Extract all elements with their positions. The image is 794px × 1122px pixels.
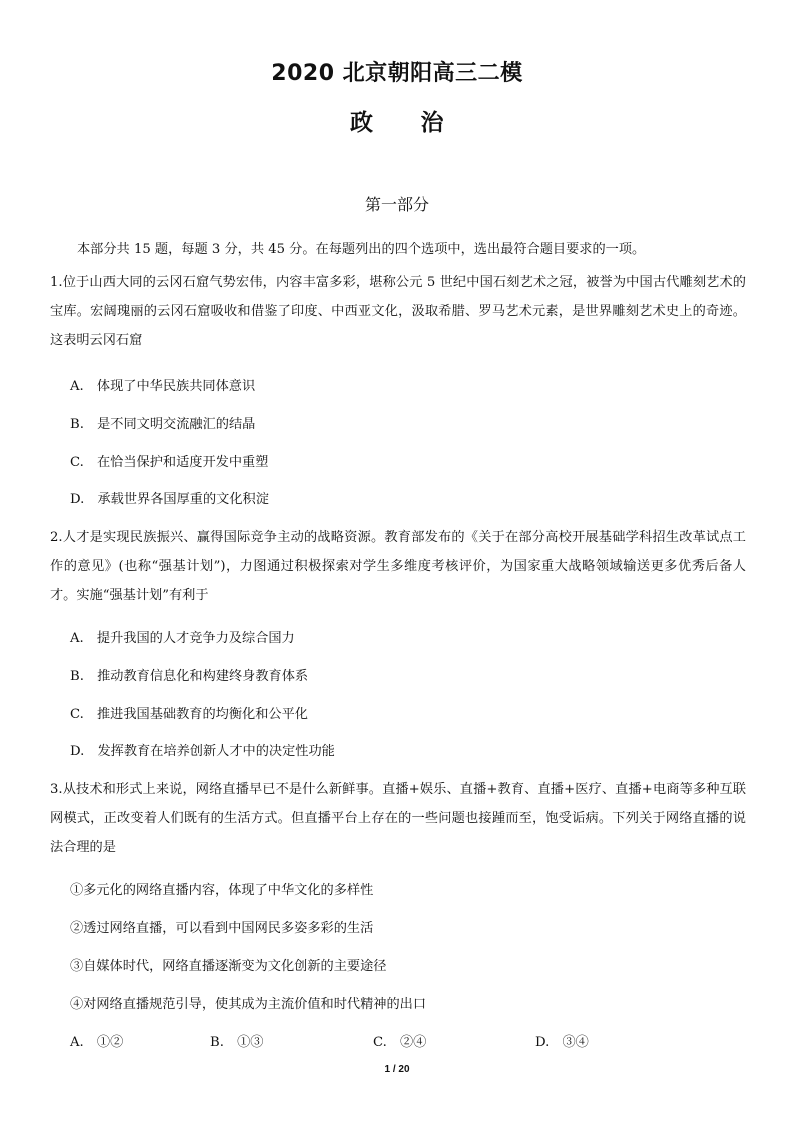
question-2-option-a: A. 提升我国的人才竞争力及综合国力	[70, 631, 295, 646]
section-heading: 第一部分	[364, 195, 429, 214]
question-1-option-a: A. 体现了中华民族共同体意识	[70, 379, 256, 394]
subject-title: 政 治	[350, 110, 444, 136]
question-3-option-c: C. ②④	[373, 1035, 427, 1050]
exam-title: 2020 北京朝阳高三二模	[271, 61, 523, 86]
question-1-stem: 1.位于山西大同的云冈石窟气势宏伟，内容丰富多彩，堪称公元 5 世纪中国石刻艺术之冠，被誉为中国古代雕刻艺术的宝库。宏阔瑰丽的云冈石窟吸收和借鉴了印度、中西亚文化，汲取希腊、罗马艺术元素，是世界雕刻艺术史上的奇迹。这表明云冈石窟	[50, 275, 746, 348]
question-1-option-c: C. 在恰当保护和适度开发中重塑	[70, 455, 269, 470]
question-3-stem: 3.从技术和形式上来说，网络直播早已不是什么新鲜事。直播+娱乐、直播+教育、直播+医疗、直播+电商等多种互联网模式，正改变着人们既有的生活方式。但直播平台上存在的一些问题也接踵而至，饱受诟病。下列关于网络直播的说法合理的是	[50, 782, 746, 855]
question-3-statement-1: ①多元化的网络直播内容，体现了中华文化的多样性	[70, 883, 374, 898]
question-1-option-d: D. 承载世界各国厚重的文化积淀	[70, 492, 269, 507]
question-2-option-c: C. 推进我国基础教育的均衡化和公平化	[70, 707, 308, 722]
question-3-statement-3: ③自媒体时代，网络直播逐渐变为文化创新的主要途径	[70, 959, 387, 974]
question-2-option-d: D. 发挥教育在培养创新人才中的决定性功能	[70, 744, 335, 759]
question-2-option-b: B. 推动教育信息化和构建终身教育体系	[70, 669, 309, 684]
question-2-stem: 2.人才是实现民族振兴、赢得国际竞争主动的战略资源。教育部发布的《关于在部分高校开展基础学科招生改革试点工作的意见》(也称“强基计划”)，力图通过积极探索对学生多维度考核评价，为国家重大战略领域输送更多优秀后备人才。实施“强基计划”有利于	[50, 530, 746, 603]
question-3-option-a: A. ①②	[70, 1035, 124, 1050]
question-3-statement-2: ②透过网络直播，可以看到中国网民多姿多彩的生活	[70, 921, 374, 936]
page-number: 1 / 20	[384, 1064, 410, 1075]
question-3-statement-4: ④对网络直播规范引导，使其成为主流价值和时代精神的出口	[70, 997, 427, 1012]
question-1-option-b: B. 是不同文明交流融汇的结晶	[70, 417, 256, 432]
section-instructions: 本部分共 15 题，每题 3 分，共 45 分。在每题列出的四个选项中，选出最符合题目要求的一项。	[77, 242, 646, 257]
question-3-option-b: B. ①③	[210, 1035, 264, 1050]
question-3-option-d: D. ③④	[535, 1035, 589, 1050]
